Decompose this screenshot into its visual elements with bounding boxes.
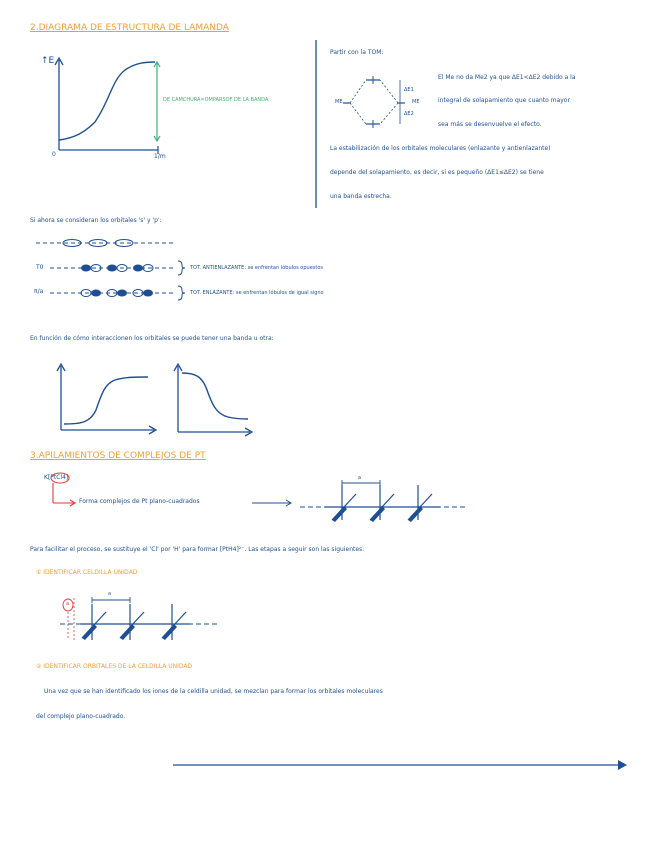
- paragraph-line1: Una vez que se han identificado los iones de la celdilla unidad, se mezclan para formar los orbitales moleculares: [44, 688, 383, 695]
- tom-text-line6: una banda estrecha.: [330, 193, 392, 200]
- mo-right-label: ME: [412, 99, 420, 105]
- y-axis-label: ↑E: [41, 56, 55, 66]
- tom-text-line4: La estabilización de los orbitales moleculares (enlazante y antienlazante): [330, 145, 551, 152]
- section-title-band-structure: 2.DIAGRAMA DE ESTRUCTURA DE LAMANDA: [30, 23, 229, 33]
- paragraph-line2: del complejo plano-cuadrado.: [36, 713, 126, 720]
- origin-label: 0: [52, 151, 56, 158]
- tom-text-line3: sea más se desenvuelve el efecto.: [438, 121, 542, 128]
- chain-dimension-label: a: [358, 475, 362, 481]
- formula-kptcl4: K[PtCl4]: [44, 474, 69, 481]
- mo-delta-e2: ΔE2: [404, 111, 414, 117]
- bandwidth-annotation: DE CAMCHURA=OMPARSOF DE LA BANDA: [163, 97, 269, 103]
- bonding-note: TOT. ENLAZANTE: se enfrentan lóbulos de igual signo: [190, 290, 324, 296]
- band-intro: En función de cómo interaccionen los orbitales se puede tener una banda u otra:: [30, 335, 274, 342]
- unit-cell-red-mark: a: [66, 601, 70, 607]
- replace-text: Para facilitar el proceso, se sustituye el 'Cl' por 'H' para formar [PtH4]²⁻. Las etapas a seguir son las siguientes:: [30, 546, 365, 553]
- section-title-pt-stacking: 3.APILAMIENTOS DE COMPLEJOS DE PT: [30, 451, 206, 461]
- x-axis-label: 1/m: [154, 153, 166, 160]
- mo-delta-e1: ΔE1: [404, 87, 414, 93]
- pt-complex-arrow-text: Forma complejos de Pt plano-cuadrados: [79, 498, 200, 505]
- tom-heading: Partir con la TOM:: [330, 49, 384, 56]
- tom-text-line1: El Me no da Me2 ya que ΔE1<ΔE2 debido a la: [438, 74, 576, 81]
- row2-label: T0: [36, 264, 44, 271]
- tom-text-line5: depende del solapamiento, es decir, si es pequeño (ΔE1≤ΔE2) se tiene: [330, 169, 544, 176]
- unit-cell-dimension-label: a: [108, 591, 112, 597]
- row3-label: π/a: [34, 288, 44, 295]
- step2-heading: ② IDENTIFICAR ORBITALES DE LA CELDILLA UNIDAD: [36, 663, 193, 670]
- step1-heading: ① IDENTIFICAR CELDILLA UNIDAD: [36, 569, 138, 576]
- orbitals-intro: Si ahora se consideran los orbitales 's' y 'p':: [30, 217, 162, 224]
- tom-text-line2: integral de solapamiento que cuanto mayor: [438, 97, 570, 104]
- mo-left-label: ME: [335, 99, 343, 105]
- antibonding-note: TOT. ANTIENLAZANTE: se enfrentan lóbulos opuestos: [190, 265, 324, 271]
